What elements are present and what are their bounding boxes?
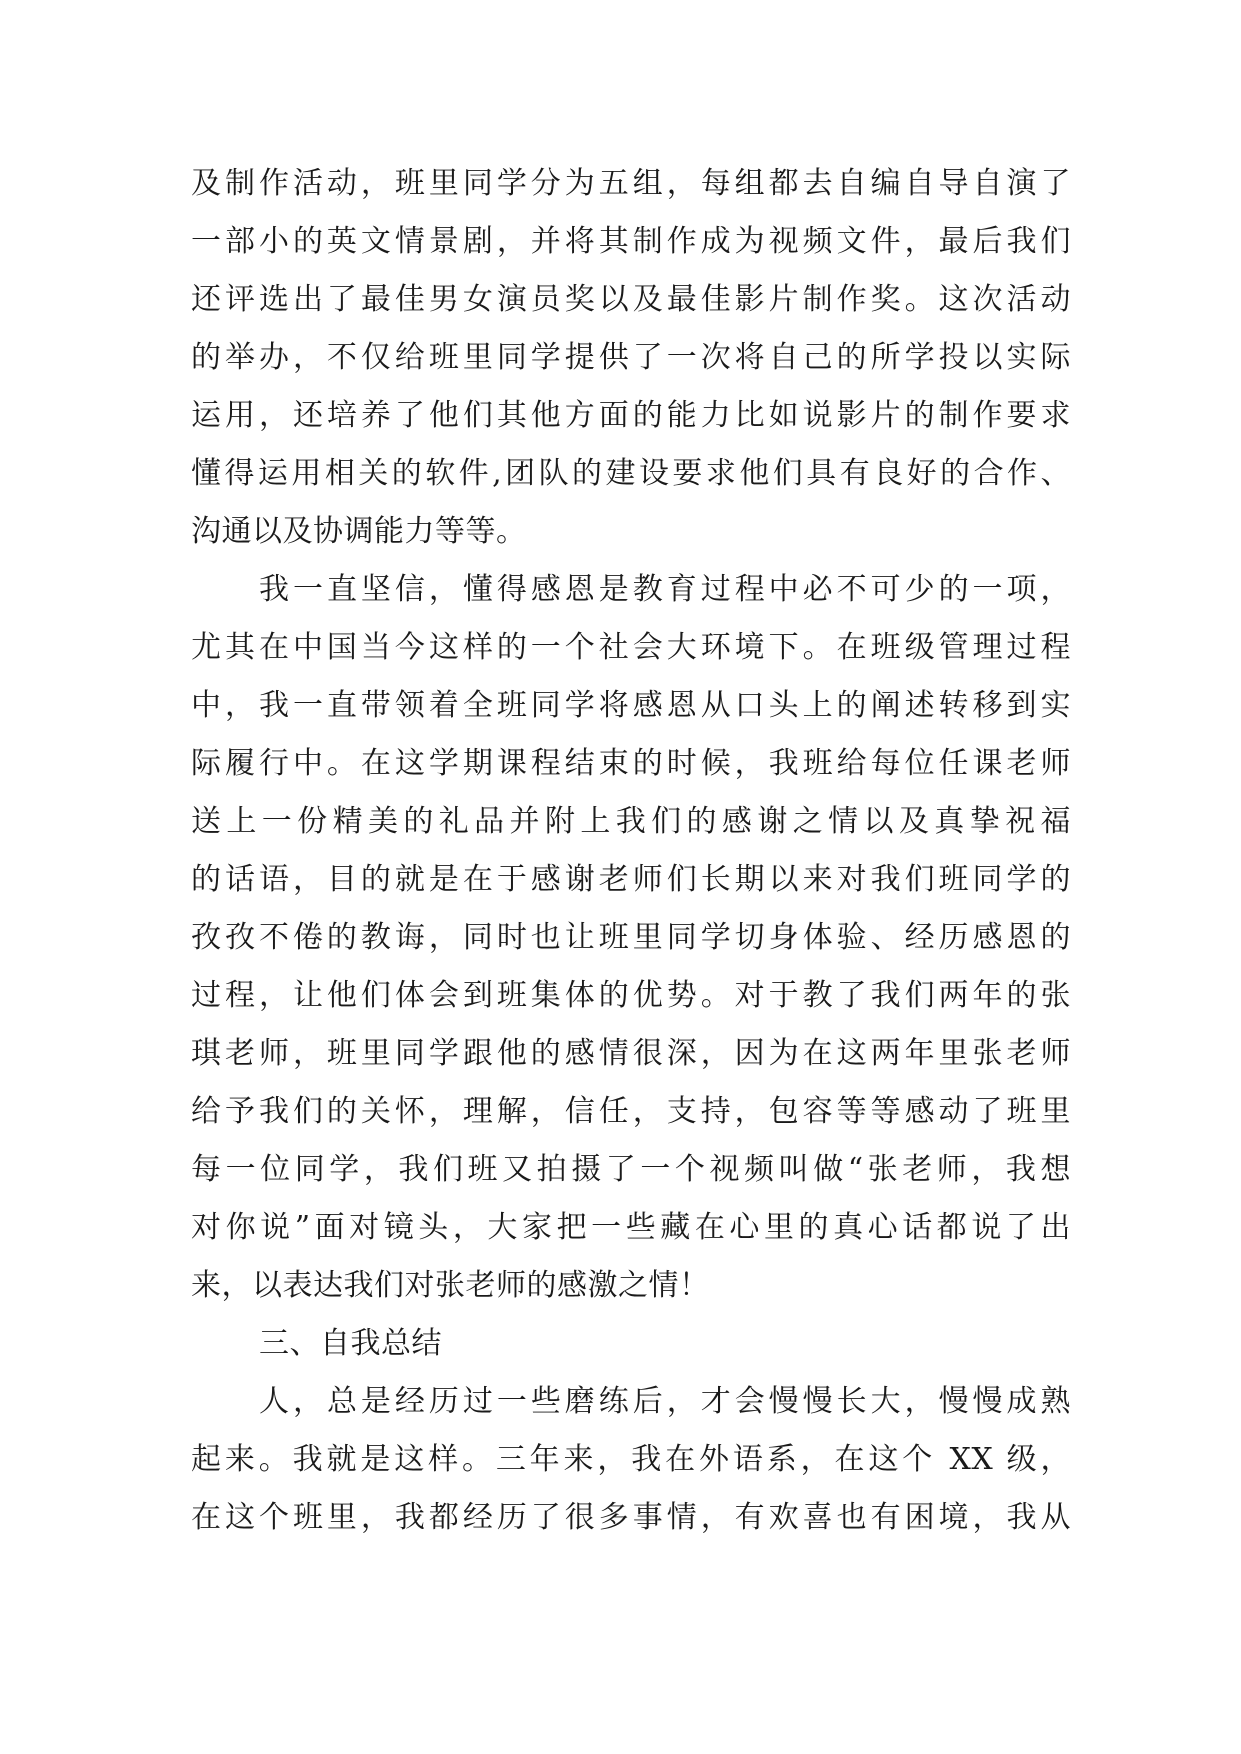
text-line: 人，总是经历过一些磨练后，才会慢慢长大，慢慢成熟 bbox=[259, 1384, 1071, 1419]
text-line: 沟通以及协调能力等等。 bbox=[191, 514, 527, 549]
text-line: 懂得运用相关的软件,团队的建设要求他们具有良好的合作、 bbox=[191, 456, 1071, 491]
text-line: 尤其在中国当今这样的一个社会大环境下。在班级管理过程 bbox=[191, 630, 1071, 665]
text-line: 给予我们的关怀，理解，信任，支持，包容等等感动了班里 bbox=[191, 1094, 1071, 1129]
text-line: 琪老师，班里同学跟他的感情很深，因为在这两年里张老师 bbox=[191, 1036, 1071, 1071]
text-line: 际履行中。在这学期课程结束的时候，我班给每位任课老师 bbox=[191, 746, 1071, 781]
document-body bbox=[191, 155, 1071, 1547]
text-line: 我一直坚信，懂得感恩是教育过程中必不可少的一项， bbox=[259, 572, 1071, 607]
text-line: 来，以表达我们对张老师的感激之情！ bbox=[191, 1268, 710, 1303]
text-line: 对你说”面对镜头，大家把一些藏在心里的真心话都说了出 bbox=[191, 1210, 1071, 1245]
text-line: 的举办，不仅给班里同学提供了一次将自己的所学投以实际 bbox=[191, 340, 1071, 375]
text-line: 孜孜不倦的教诲，同时也让班里同学切身体验、经历感恩的 bbox=[191, 920, 1071, 955]
text-line: 三、自我总结 bbox=[259, 1326, 442, 1361]
text-line: 运用，还培养了他们其他方面的能力比如说影片的制作要求 bbox=[191, 398, 1071, 433]
text-line: 每一位同学，我们班又拍摄了一个视频叫做“张老师，我想 bbox=[191, 1152, 1071, 1187]
text-line: 还评选出了最佳男女演员奖以及最佳影片制作奖。这次活动 bbox=[191, 282, 1071, 317]
text-line: 一部小的英文情景剧，并将其制作成为视频文件，最后我们 bbox=[191, 224, 1071, 259]
text-line: 送上一份精美的礼品并附上我们的感谢之情以及真挚祝福 bbox=[191, 804, 1071, 839]
text-line: 中，我一直带领着全班同学将感恩从口头上的阐述转移到实 bbox=[191, 688, 1071, 723]
text-line: 过程，让他们体会到班集体的优势。对于教了我们两年的张 bbox=[191, 978, 1071, 1013]
text-line: 起来。我就是这样。三年来，我在外语系，在这个 XX 级， bbox=[191, 1442, 1071, 1477]
text-line: 及制作活动，班里同学分为五组，每组都去自编自导自演了 bbox=[191, 166, 1071, 201]
text-line: 在这个班里，我都经历了很多事情，有欢喜也有困境，我从 bbox=[191, 1500, 1071, 1535]
text-line: 的话语，目的就是在于感谢老师们长期以来对我们班同学的 bbox=[191, 862, 1071, 897]
